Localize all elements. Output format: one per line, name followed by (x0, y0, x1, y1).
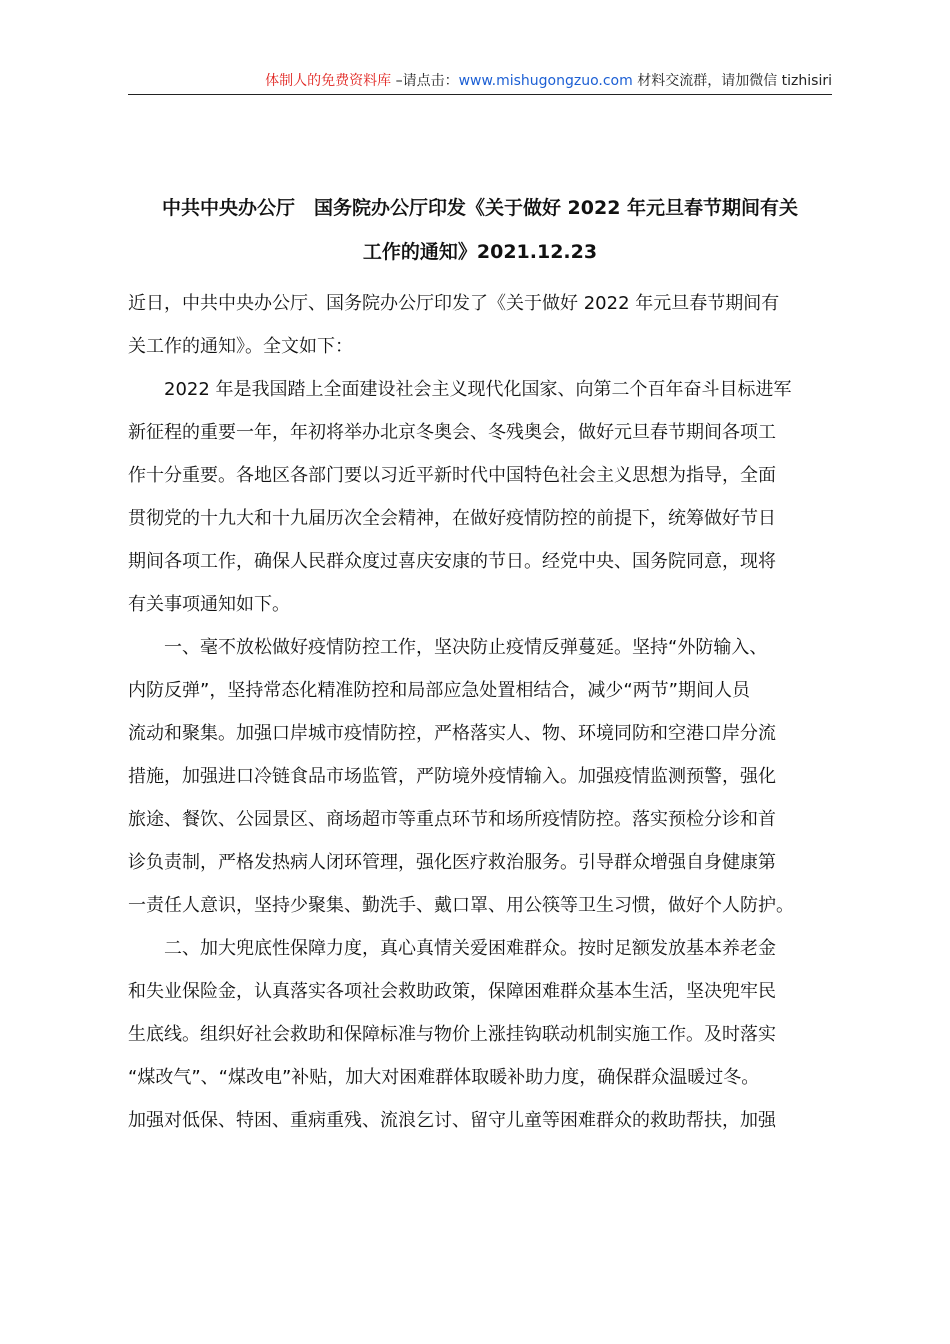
paragraph-preamble (128, 368, 832, 626)
paragraph-section-2 (128, 927, 832, 1142)
paragraph-line: 贯彻党的十九大和十九届历次全会精神，在做好疫情防控的前提下，统筹做好节日 (128, 508, 776, 529)
paragraph-line: 流动和聚集。加强口岸城市疫情防控，严格落实人、物、环境同防和空港口岸分流 (128, 723, 776, 744)
paragraph-line: 期间各项工作，确保人民群众度过喜庆安康的节日。经党中央、国务院同意，现将 (128, 551, 776, 572)
paragraph-line: 和失业保险金，认真落实各项社会救助政策，保障困难群众基本生活，坚决兜牢民 (128, 981, 776, 1002)
paragraph-line: 措施，加强进口冷链食品市场监管，严防境外疫情输入。加强疫情监测预警，强化 (128, 766, 776, 787)
paragraph-line: 诊负责制，严格发热病人闭环管理，强化医疗救治服务。引导群众增强自身健康第 (128, 852, 776, 873)
paragraph-line: 作十分重要。各地区各部门要以习近平新时代中国特色社会主义思想为指导，全面 (128, 465, 776, 486)
paragraph-section-1 (128, 626, 832, 927)
document-title (128, 186, 832, 274)
paragraph-line: 关工作的通知》。全文如下： (128, 336, 353, 357)
paragraph-line: 一、毫不放松做好疫情防控工作，坚决防止疫情反弹蔓延。坚持“外防输入、 (128, 637, 768, 658)
page-header (128, 70, 832, 95)
header-brand: 体制人的免费资料库 (265, 73, 392, 89)
paragraph-line: 有关事项通知如下。 (128, 594, 290, 615)
paragraph-line: 近日，中共中央办公厅、国务院办公厅印发了《关于做好 2022 年元旦春节期间有 (128, 293, 780, 314)
title-line-1: 中共中央办公厅 国务院办公厅印发《关于做好 2022 年元旦春节期间有关 (161, 197, 799, 219)
title-line-2: 工作的通知》2021.12.23 (362, 241, 598, 263)
header-url-link[interactable]: www.mishugongzuo.com (458, 73, 633, 89)
paragraph-line: 生底线。组织好社会救助和保障标准与物价上涨挂钩联动机制实施工作。及时落实 (128, 1024, 776, 1045)
paragraph-line: 加强对低保、特困、重病重残、流浪乞讨、留守儿童等困难群众的救助帮扶，加强 (128, 1110, 776, 1131)
paragraph-line: 2022 年是我国踏上全面建设社会主义现代化国家、向第二个百年奋斗目标进军 (128, 379, 792, 400)
paragraph-line: 内防反弹”，坚持常态化精准防控和局部应急处置相结合，减少“两节”期间人员 (128, 680, 750, 701)
paragraph-line: “煤改气”、“煤改电”补贴，加大对困难群体取暖补助力度，确保群众温暖过冬。 (128, 1067, 760, 1088)
paragraph-line: 旅途、餐饮、公园景区、商场超市等重点环节和场所疫情防控。落实预检分诊和首 (128, 809, 776, 830)
paragraph-line: 一责任人意识，坚持少聚集、勤洗手、戴口罩、用公筷等卫生习惯，做好个人防护。 (128, 895, 794, 916)
paragraph-line: 二、加大兜底性保障力度，真心真情关爱困难群众。按时足额发放基本养老金 (128, 938, 776, 959)
paragraph-intro (128, 282, 832, 368)
header-tail: 材料交流群，请加微信 tizhisiri (632, 73, 832, 89)
document-body (128, 282, 832, 1142)
paragraph-line: 新征程的重要一年，年初将举办北京冬奥会、冬残奥会，做好元旦春节期间各项工 (128, 422, 776, 443)
header-prompt: –请点击： (391, 73, 459, 89)
